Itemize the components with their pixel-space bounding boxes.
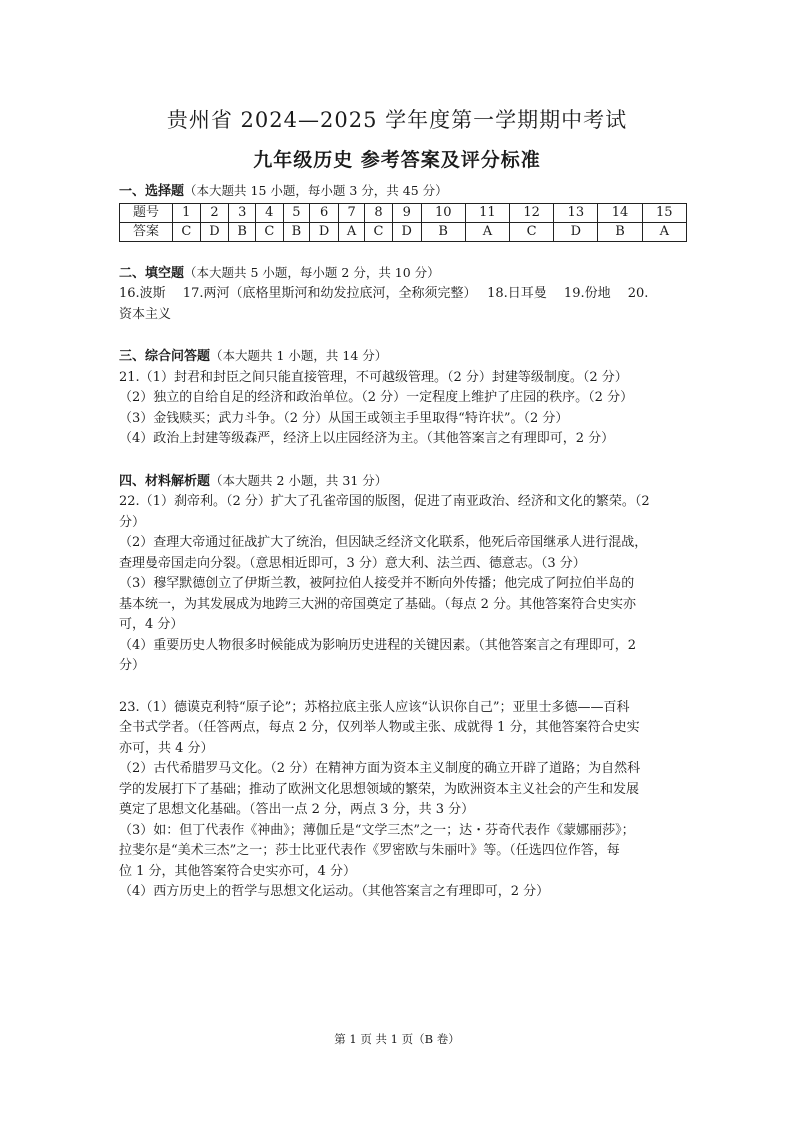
text-line: 全书式学者。（任答两点，每点 2 分，仅列举人物或主张、成就得 1 分，其他答案符合史实 — [119, 720, 640, 735]
text-line: 拉斐尔是“美术三杰”之一；莎士比亚代表作《罗密欧与朱丽叶》等。（任选四位作答，每 — [119, 843, 620, 858]
text-line: 可，4 分） — [119, 617, 184, 632]
table-row-label: 题号 — [120, 203, 173, 222]
table-cell: 6 — [310, 203, 339, 222]
answer-content — [119, 181, 691, 903]
table-cell: B — [229, 222, 256, 241]
text-line: 23.（1）德谟克利特“原子论”；苏格拉底主张人应该“认识你自己”；亚里士多德——百科 — [119, 699, 630, 715]
text-line: 21.（1）封君和封臣之间只能直接管理，不可越级管理。（2 分）封建等级制度。（2 分） — [119, 369, 628, 385]
table-cell: 1 — [173, 203, 201, 222]
text-line: 分） — [119, 514, 146, 530]
table-cell: 11 — [465, 203, 509, 222]
table-cell: 7 — [339, 203, 365, 222]
table-cell: 3 — [229, 203, 256, 222]
table-cell: 2 — [200, 203, 229, 222]
table-cell: 8 — [365, 203, 393, 222]
text-line: （2）独立的自给自足的经济和政治单位。（2 分）一定程度上维护了庄园的秩序。（2 分） — [119, 390, 634, 405]
table-cell: A — [642, 222, 686, 241]
table-cell: 13 — [554, 203, 598, 222]
text-line: 学的发展打下了基础；推动了欧洲文化思想领域的繁荣，为欧洲资本主义社会的产生和发展 — [119, 781, 640, 797]
section1-heading: 一、选择题（本大题共 15 小题，每小题 3 分，共 45 分） — [119, 183, 448, 199]
text-line: 基本统一，为其发展成为地跨三大洲的帝国奠定了基础。（每点 2 分。其他答案符合史实亦 — [119, 596, 637, 612]
choice-answer-table — [119, 203, 687, 242]
text-line: （2）查理大帝通过征战扩大了统治，但因缺乏经济文化联系，他死后帝国继承人进行混战， — [119, 535, 648, 550]
table-cell: 5 — [283, 203, 310, 222]
page-footer: 第 1 页 共 1 页（B 卷） — [334, 1032, 460, 1046]
table-cell: D — [554, 222, 598, 241]
table-cell: B — [598, 222, 642, 241]
table-cell: C — [256, 222, 284, 241]
table-cell: 9 — [392, 203, 421, 222]
exam-title: 贵州省 2024—2025 学年度第一学期期中考试 — [166, 108, 628, 132]
text-line: （3）金钱赎买；武力斗争。（2 分）从国王或领主手里取得“特许状”。（2 分） — [119, 410, 569, 426]
section4-heading: 四、材料解析题（本大题共 2 小题，共 31 分） — [119, 472, 388, 489]
table-cell: D — [200, 222, 229, 241]
text-line: （4）政治上封建等级森严，经济上以庄园经济为主。（其他答案言之有理即可，2 分） — [119, 431, 615, 446]
table-cell: A — [339, 222, 365, 241]
text-line: （4）重要历史人物很多时候能成为影响历史进程的关键因素。（其他答案言之有理即可，2 — [119, 637, 637, 653]
table-cell: B — [283, 222, 310, 241]
text-line: （3）穆罕默德创立了伊斯兰教，被阿拉伯人接受并不断向外传播；他完成了阿拉伯半岛的 — [119, 576, 635, 591]
section3-heading: 三、综合问答题（本大题共 1 小题，共 14 分） — [119, 348, 388, 364]
table-row-label: 答案 — [120, 222, 173, 241]
text-line: （4）西方历史上的哲学与思想文化运动。（其他答案言之有理即可，2 分） — [119, 884, 550, 899]
text-line: 位 1 分，其他答案符合史实亦可，4 分） — [119, 863, 356, 879]
table-cell: B — [421, 222, 465, 241]
text-line: （3）如：但丁代表作《神曲》；薄伽丘是“文学三杰”之一；达・芬奇代表作《蒙娜丽莎》； — [119, 822, 635, 838]
text-line: 分） — [119, 658, 146, 673]
exam-subtitle: 九年级历史 参考答案及评分标准 — [253, 149, 541, 171]
section2-heading: 二、填空题（本大题共 5 小题，每小题 2 分，共 10 分） — [119, 264, 440, 281]
table-cell: C — [510, 222, 554, 241]
table-cell: 10 — [421, 203, 465, 222]
text-line: （2）古代希腊罗马文化。（2 分）在精神方面为资本主义制度的确立开辟了道路；为自然科 — [119, 761, 641, 776]
table-cell: 12 — [510, 203, 554, 222]
text-line: 奠定了思想文化基础。（答出一点 2 分，两点 3 分，共 3 分） — [119, 802, 475, 817]
text-line: 16.波斯 17.两河（底格里斯河和幼发拉底河，全称须完整） 18.日耳曼 19.份地 20. — [119, 286, 649, 301]
text-line: 资本主义 — [119, 306, 172, 322]
table-cell: A — [465, 222, 509, 241]
table-cell: 15 — [642, 203, 686, 222]
table-row-numbers — [120, 203, 687, 222]
text-line: 查理曼帝国走向分裂。（意思相近即可，3 分）意大利、法兰西、德意志。（3 分） — [119, 555, 586, 571]
table-cell: D — [392, 222, 421, 241]
table-row-answers — [120, 222, 687, 241]
text-line: 22.（1）刹帝利。（2 分）扩大了孔雀帝国的版图，促进了南亚政治、经济和文化的繁荣。（2 — [119, 494, 650, 509]
table-cell: D — [310, 222, 339, 241]
table-cell: C — [365, 222, 393, 241]
text-line: 亦可，共 4 分） — [119, 740, 214, 756]
table-cell: C — [173, 222, 201, 241]
table-cell: 4 — [256, 203, 284, 222]
table-cell: 14 — [598, 203, 642, 222]
